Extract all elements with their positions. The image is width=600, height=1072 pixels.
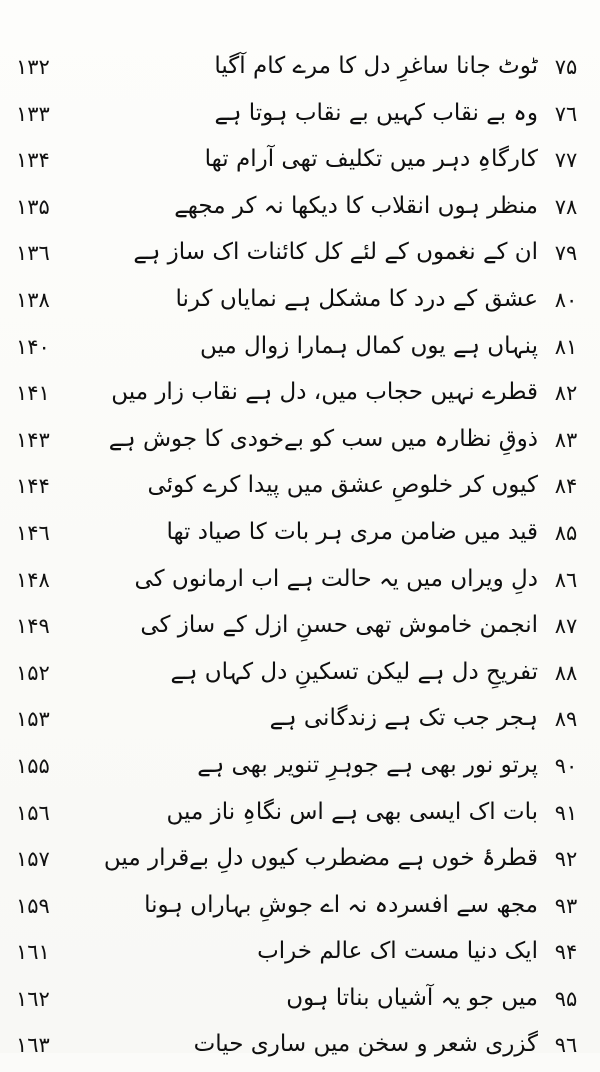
toc-title: قطرے نہیں حجاب میں، دل ہے نقاب زار میں (111, 379, 538, 406)
toc-page-number: ۱۴٦ (16, 520, 50, 545)
toc-page-number: ۱۳۵ (16, 194, 50, 219)
toc-entry-number: ۹۲ (554, 847, 578, 872)
toc-title: وہ بے نقاب کہیں بے نقاب ہوتا ہے (214, 99, 538, 126)
toc-entry-number: ۹۰ (554, 753, 578, 778)
toc-row (0, 932, 600, 979)
toc-title: مجھ سے افسردہ نہ اے جوشِ بہاراں ہونا (144, 891, 538, 918)
toc-title: گزری شعر و سخن میں ساری حیات (193, 1031, 538, 1058)
toc-entry-number: ۸٦ (554, 567, 578, 592)
toc-page-number: ۱۵۹ (16, 893, 50, 918)
toc-page-number: ۱۵۳ (16, 707, 50, 732)
toc-title: انجمن خاموش تھی حسنِ ازل کے ساز کی (140, 612, 538, 639)
toc-page-number: ۱۴۹ (16, 614, 50, 639)
toc-entry-number: ۸۹ (554, 707, 578, 732)
toc-page-number: ۱۳۳ (16, 101, 50, 126)
toc-row (0, 420, 600, 467)
toc-row (0, 560, 600, 607)
toc-title: منظر ہوں انقلاب کا دیکھا نہ کر مجھے (174, 192, 538, 219)
toc-row (0, 327, 600, 374)
toc-title: کارگاہِ دہر میں تکلیف تھی آرام تھا (204, 146, 538, 173)
toc-entry-number: ۸۷ (554, 614, 578, 639)
toc-row (0, 653, 600, 700)
toc-entry-number: ۸۰ (554, 287, 578, 312)
table-of-contents (0, 47, 600, 1072)
toc-entry-number: ۹۳ (554, 893, 578, 918)
toc-entry-number: ۷۸ (554, 194, 578, 219)
toc-title: میں جو یہ آشیاں بناتا ہوں (286, 984, 538, 1011)
toc-page-number: ۱۵۷ (16, 847, 50, 872)
toc-title: قطرۂ خوں ہے مضطرب کیوں دلِ بےقرار میں (103, 845, 538, 872)
toc-page-number: ۱۴۸ (16, 567, 50, 592)
toc-row (0, 187, 600, 234)
toc-page-number: ۱۵٦ (16, 800, 50, 825)
toc-title: پرتو نور بھی ہے جوہرِ تنویر بھی ہے (197, 751, 538, 778)
toc-row (0, 513, 600, 560)
toc-entry-number: ۸۸ (554, 660, 578, 685)
toc-page-number: ۱٦۲ (16, 986, 50, 1011)
toc-row (0, 280, 600, 327)
toc-page-number: ۱۴۰ (16, 334, 50, 359)
toc-entry-number: ۸۱ (554, 334, 578, 359)
toc-title: بات اک ایسی بھی ہے اس نگاہِ ناز میں (166, 798, 538, 825)
toc-entry-number: ۷۵ (554, 55, 578, 79)
toc-entry-number: ۸۲ (554, 381, 578, 406)
toc-entry-number: ۹۵ (554, 986, 578, 1011)
toc-row (0, 47, 600, 94)
toc-page-number: ۱۳۴ (16, 148, 50, 173)
toc-page-number: ۱۴۱ (16, 381, 50, 406)
toc-entry-number: ۷۹ (554, 241, 578, 266)
toc-row (0, 1025, 600, 1072)
toc-row (0, 886, 600, 933)
toc-page-number: ۱۵۵ (16, 753, 50, 778)
toc-row (0, 606, 600, 653)
toc-row (0, 94, 600, 141)
toc-entry-number: ۹۴ (554, 940, 578, 965)
toc-title: عشق کے درد کا مشکل ہے نمایاں کرنا (175, 285, 538, 312)
toc-row (0, 699, 600, 746)
toc-entry-number: ۹٦ (554, 1033, 578, 1058)
toc-entry-number: ۷۷ (554, 148, 578, 173)
toc-title: پنہاں ہے یوں کمال ہمارا زوال میں (199, 332, 538, 359)
toc-entry-number: ۸۴ (554, 474, 578, 499)
toc-page-number: ۱۳٦ (16, 241, 50, 266)
toc-row (0, 233, 600, 280)
toc-page-number: ۱۵۲ (16, 660, 50, 685)
toc-row (0, 793, 600, 840)
toc-title: ٹوٹ جانا ساغرِ دل کا مرے کام آگیا (214, 53, 538, 79)
toc-title: تفریحِ دل ہے لیکن تسکینِ دل کہاں ہے (170, 658, 538, 685)
toc-page-number: ۱٦۳ (16, 1033, 50, 1058)
toc-entry-number: ۸۵ (554, 520, 578, 545)
toc-title: دلِ ویراں میں یہ حالت ہے اب ارمانوں کی (134, 565, 538, 592)
toc-row (0, 839, 600, 886)
toc-row (0, 746, 600, 793)
toc-title: کیوں کر خلوصِ عشق میں پیدا کرے کوئی (147, 472, 538, 499)
toc-title: ایک دنیا مست اک عالم خراب (257, 938, 538, 965)
toc-title: ان کے نغموں کے لئے کل کائنات اک ساز ہے (133, 239, 538, 266)
toc-row (0, 466, 600, 513)
toc-page-number: ۱۴۳ (16, 427, 50, 452)
toc-row (0, 140, 600, 187)
toc-title: ذوقِ نظارہ میں سب کو بےخودی کا جوش ہے (108, 425, 538, 452)
toc-entry-number: ۹۱ (554, 800, 578, 825)
toc-title: قید میں ضامن مری ہر بات کا صیاد تھا (166, 518, 538, 545)
toc-row (0, 373, 600, 420)
toc-row (0, 979, 600, 1026)
toc-page-number: ۱۳۸ (16, 287, 50, 312)
toc-page-number: ۱٦۱ (16, 940, 50, 965)
toc-entry-number: ۸۳ (554, 427, 578, 452)
toc-entry-number: ۷٦ (554, 101, 578, 126)
toc-title: ہجر جب تک ہے زندگانی ہے (269, 705, 538, 732)
toc-page-number: ۱۴۴ (16, 474, 50, 499)
toc-page-number: ۱۳۲ (16, 55, 50, 79)
